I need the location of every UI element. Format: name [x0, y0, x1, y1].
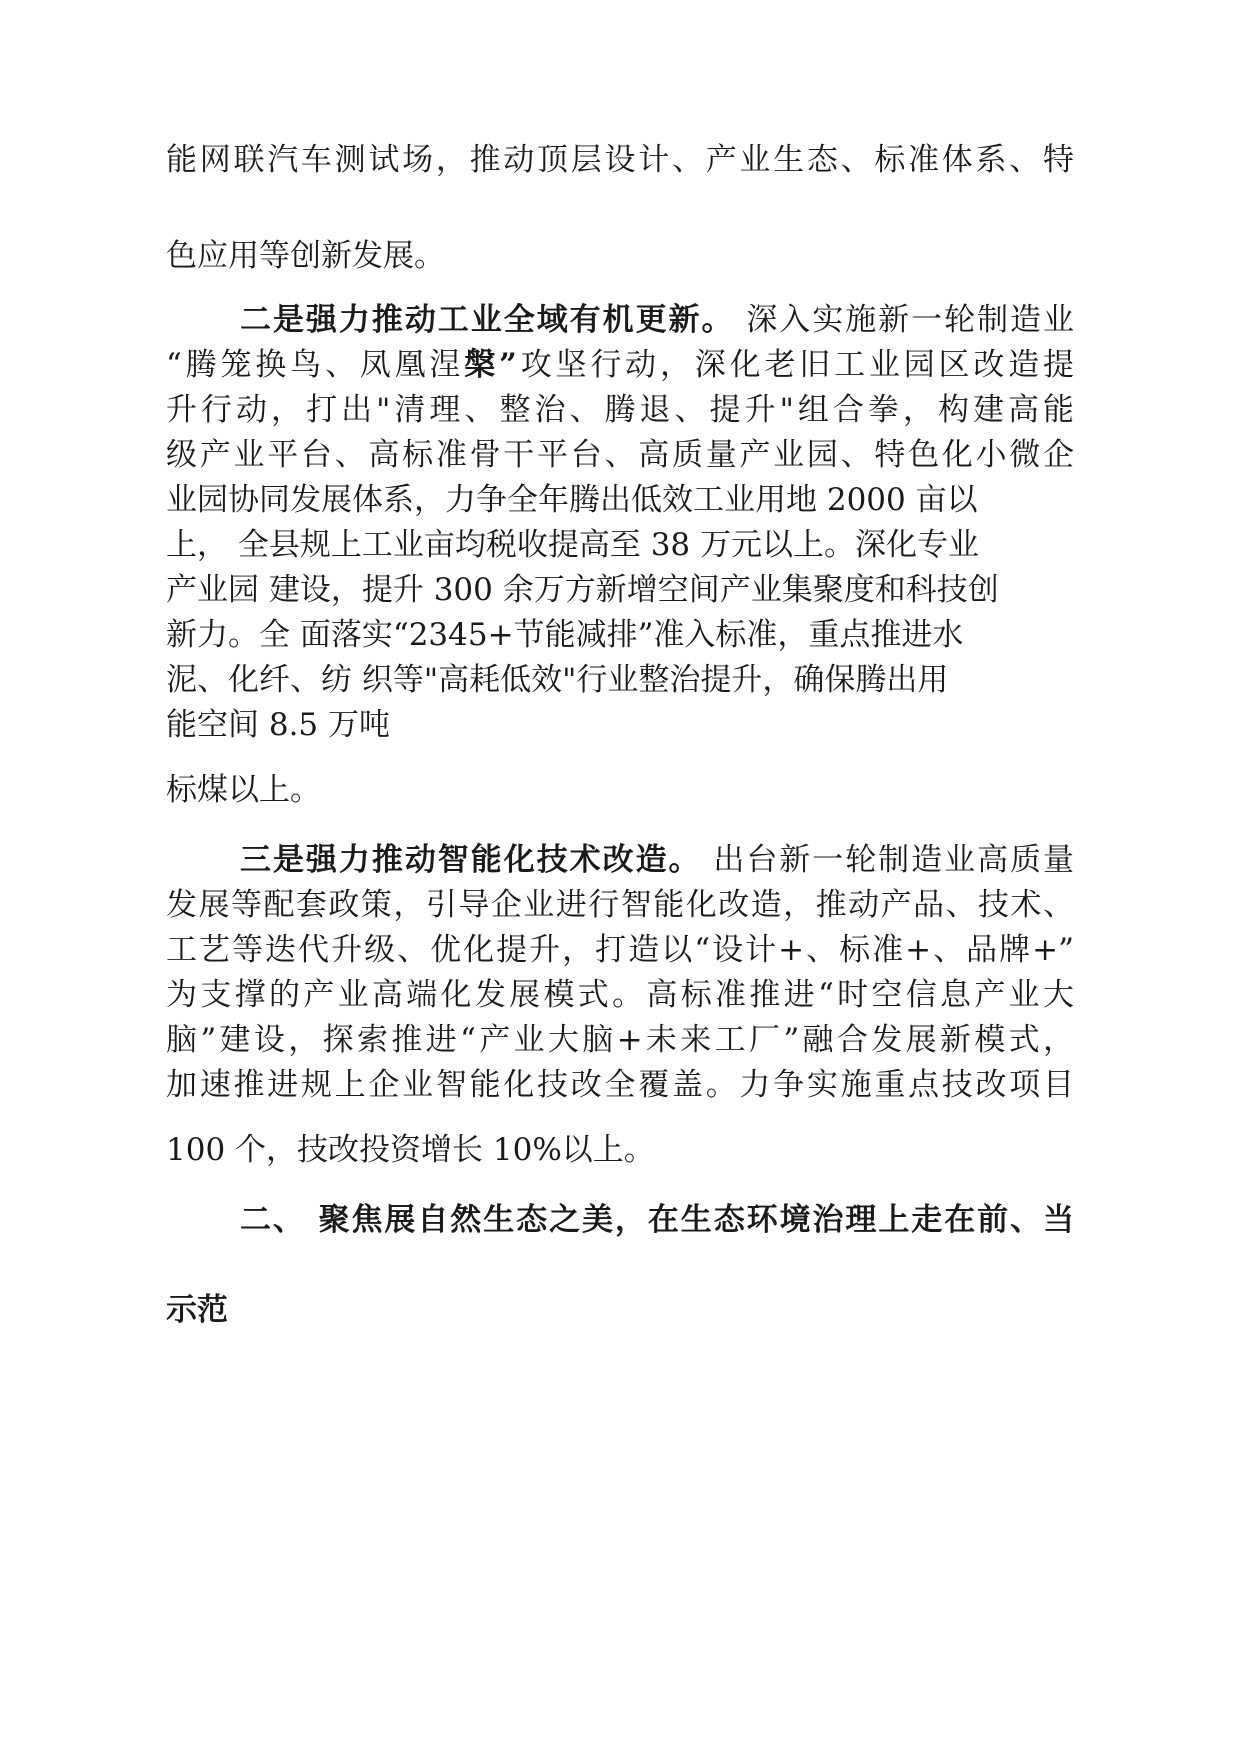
text-line: 级产业平台、高标准骨干平台、高质量产业园、特色化小微企: [166, 437, 1074, 473]
text-line: 为支撑的产业高端化发展模式。高标准推进“时空信息产业大: [166, 977, 1074, 1013]
section-heading: 三是强力推动智能化技术改造。: [240, 842, 702, 878]
text-span: “腾笼换鸟、凤凰涅: [166, 347, 465, 383]
chapter-heading-continued: 示范: [166, 1292, 228, 1328]
text-span: 攻坚行动，深化老旧工业园区改造提: [516, 347, 1074, 383]
text-line: 色应用等创新发展。: [166, 238, 445, 274]
paragraph-first-line: [240, 840, 1074, 880]
paragraph-first-line: [240, 300, 1074, 340]
text-line: 标煤以上。: [166, 772, 321, 808]
text-line: 能网联汽车测试场，推动顶层设计、产业生态、标准体系、特: [166, 142, 1074, 178]
text-line: 上， 全县规上工业亩均税收提高至 38 万元以上。深化专业: [166, 527, 980, 563]
text-line: 100 个，技改投资增长 10%以上。: [166, 1132, 655, 1168]
text-line: 业园协同发展体系，力争全年腾出低效工业用地 2000 亩以: [166, 482, 978, 518]
text-line: 工艺等迭代升级、优化提升，打造以“设计+、标准+、品牌+”: [166, 932, 1074, 968]
text-line: 脑”建设，探索推进“产业大脑+未来工厂”融合发展新模式，: [166, 1022, 1074, 1058]
text-span-bold: 槃”: [464, 347, 517, 383]
text-span: 出台新一轮制造业高质量: [713, 842, 1075, 878]
text-line: 升行动，打出"清理、整治、腾退、提升"组合拳，构建高能: [166, 392, 1074, 428]
text-line: 加速推进规上企业智能化技改全覆盖。力争实施重点技改项目: [166, 1067, 1074, 1103]
text-span: 深入实施新一轮制造业: [746, 302, 1075, 338]
text-line: 能空间 8.5 万吨: [166, 707, 391, 743]
text-line: 新力。全 面落实“2345+节能减排”准入标准，重点推进水: [166, 617, 964, 653]
section-heading: 二是强力推动工业全域有机更新。: [240, 302, 735, 338]
chapter-heading: 二、 聚焦展自然生态之美，在生态环境治理上走在前、当: [240, 1202, 1074, 1238]
text-line: 产业园 建设，提升 300 余万方新增空间产业集聚度和科技创: [166, 572, 999, 608]
text-line: 泥、化纤、纺 织等"高耗低效"行业整治提升，确保腾出用: [166, 662, 949, 698]
text-line: [166, 345, 1074, 385]
text-line: 发展等配套政策，引导企业进行智能化改造，推动产品、技术、: [166, 887, 1074, 923]
